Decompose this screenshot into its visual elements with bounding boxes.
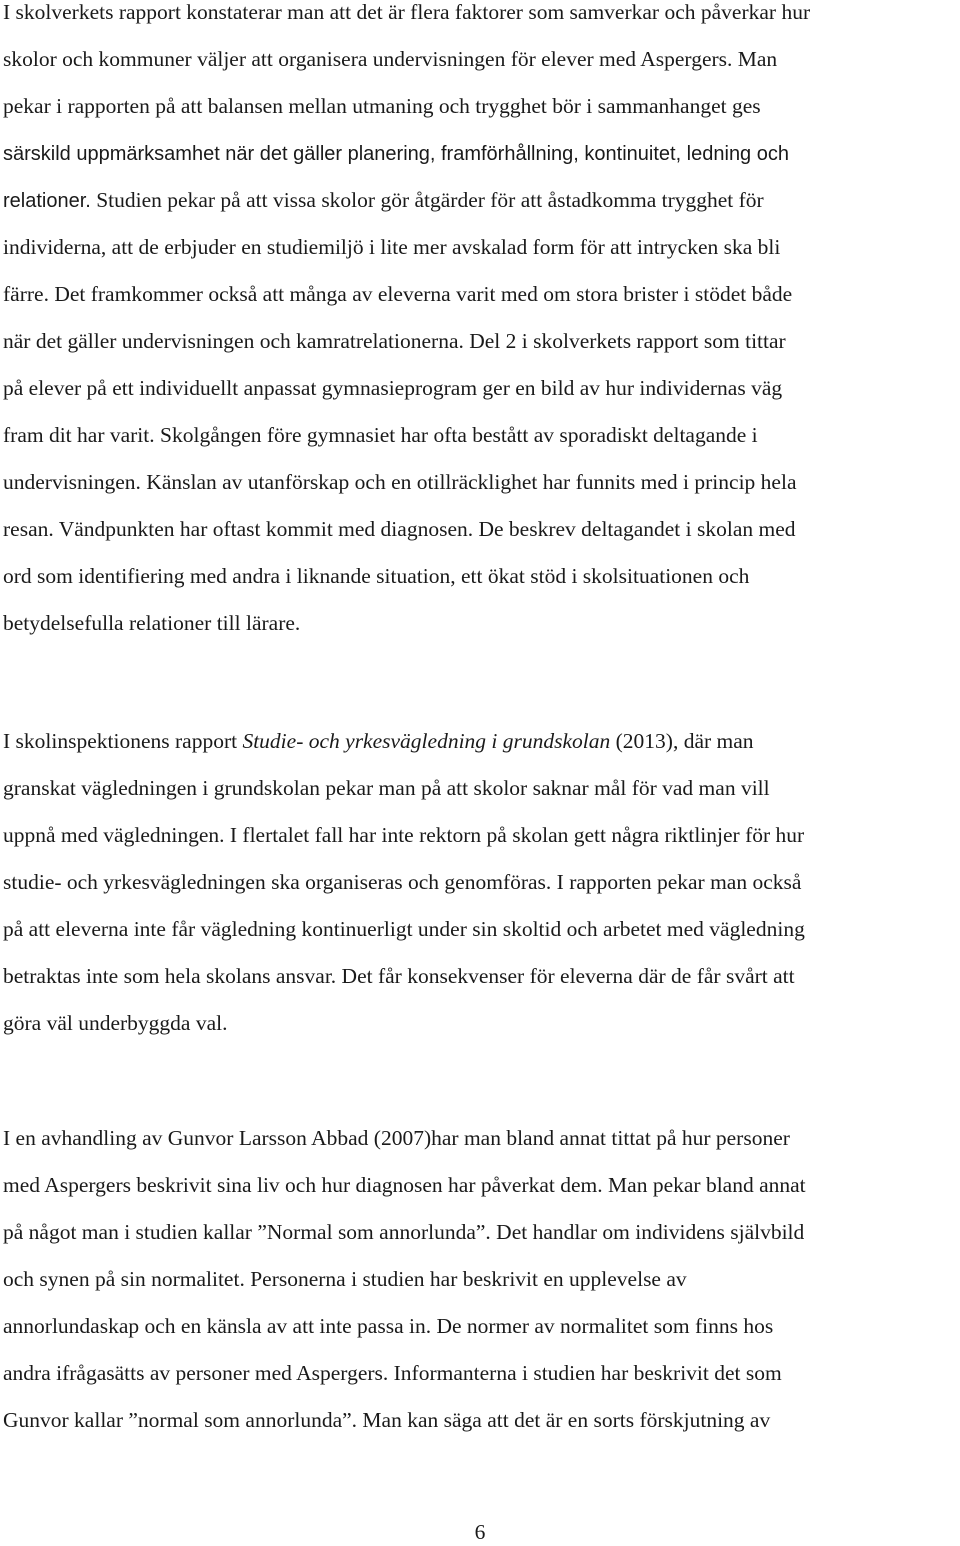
text-segment: individerna, att de erbjuder en studiemiljö i lite mer avskalad form för att intrycken ska bli [3,235,781,259]
paragraph-skolverket [3,0,960,647]
text-segment: I en avhandling av Gunvor Larsson Abbad (2007)har man bland annat tittat på hur personer [3,1126,790,1150]
text-segment: göra väl underbyggda val. [3,1011,228,1035]
text-segment: betydelsefulla relationer till lärare. [3,611,301,635]
text-segment: Gunvor kallar ”normal som annorlunda”. Man kan säga att det är en sorts förskjutning av [3,1408,771,1432]
text-line [3,718,960,765]
text-line [3,953,960,1000]
text-segment: särskild uppmärksamhet när det gäller planering, framförhållning, kontinuitet, ledning och [3,143,789,165]
text-line [3,859,960,906]
text-segment: på elever på ett individuellt anpassat gymnasieprogram ger en bild av hur individernas väg [3,376,783,400]
text-segment: annorlundaskap och en känsla av att inte passa in. De normer av normalitet som finns hos [3,1314,774,1338]
text-line [3,130,960,177]
text-segment: undervisningen. Känslan av utanförskap och en otillräcklighet har funnits med i princip hela [3,470,797,494]
text-line [3,271,960,318]
paragraph-skolinspektionen [3,718,960,1047]
text-segment: uppnå med vägledningen. I flertalet fall har inte rektorn på skolan gett några riktlinjer för hur [3,823,805,847]
text-line [3,1115,960,1162]
paragraph-avhandling [3,1115,960,1444]
text-line [3,1256,960,1303]
text-segment: skolor och kommuner väljer att organisera undervisningen för elever med Aspergers. Man [3,47,778,71]
text-segment: granskat vägledningen i grundskolan pekar man på att skolor saknar mål för vad man vill [3,776,770,800]
text-line [3,553,960,600]
text-segment: resan. Vändpunkten har oftast kommit med diagnosen. De beskrev deltagandet i skolan med [3,517,796,541]
text-segment: studie- och yrkesvägledningen ska organiseras och genomföras. I rapporten pekar man också [3,870,802,894]
text-segment: relationer. [3,190,91,212]
text-line [3,0,960,36]
text-segment: Studien pekar på att vissa skolor gör åtgärder för att åstadkomma trygghet för [90,188,764,212]
text-segment: på att eleverna inte får vägledning kontinuerligt under sin skoltid och arbetet med vägledning [3,917,805,941]
text-segment: och synen på sin normalitet. Personerna i studien har beskrivit en upplevelse av [3,1267,687,1291]
text-line [3,318,960,365]
text-line [3,906,960,953]
text-line [3,812,960,859]
page-number: 6 [474,1520,486,1544]
text-line [3,1000,960,1047]
text-line [3,412,960,459]
report-title: Studie- och yrkesvägledning i grundskolan [242,729,611,753]
text-line [3,1303,960,1350]
text-line [3,1397,960,1444]
text-segment: (2013), där man [610,729,754,753]
text-segment: med Aspergers beskrivit sina liv och hur diagnosen har påverkat dem. Man pekar bland annat [3,1173,806,1197]
text-segment: I skolinspektionens rapport [3,729,243,753]
text-segment: betraktas inte som hela skolans ansvar. Det får konsekvenser för eleverna där de får svårt att [3,964,795,988]
text-line [3,1209,960,1256]
text-line [3,224,960,271]
text-line [3,1162,960,1209]
text-line [3,506,960,553]
text-line [3,177,960,224]
text-line [3,1350,960,1397]
text-line [3,365,960,412]
text-segment: pekar i rapporten på att balansen mellan utmaning och trygghet bör i sammanhanget ges [3,94,761,118]
text-segment: andra ifrågasätts av personer med Aspergers. Informanterna i studien har beskrivit det som [3,1361,782,1385]
text-segment: ord som identifiering med andra i liknande situation, ett ökat stöd i skolsituationen och [3,564,750,588]
text-segment: på något man i studien kallar ”Normal som annorlunda”. Det handlar om individens självbild [3,1220,805,1244]
text-segment: färre. Det framkommer också att många av eleverna varit med om stora brister i stödet både [3,282,793,306]
text-line [3,83,960,130]
text-line [3,36,960,83]
text-line [3,600,960,647]
text-segment: fram dit har varit. Skolgången före gymnasiet har ofta bestått av sporadiskt deltagande i [3,423,758,447]
text-line [3,765,960,812]
text-segment: I skolverkets rapport konstaterar man att det är flera faktorer som samverkar och påverkar hur [3,0,811,24]
text-segment: när det gäller undervisningen och kamratrelationerna. Del 2 i skolverkets rapport som tittar [3,329,786,353]
text-line [3,459,960,506]
